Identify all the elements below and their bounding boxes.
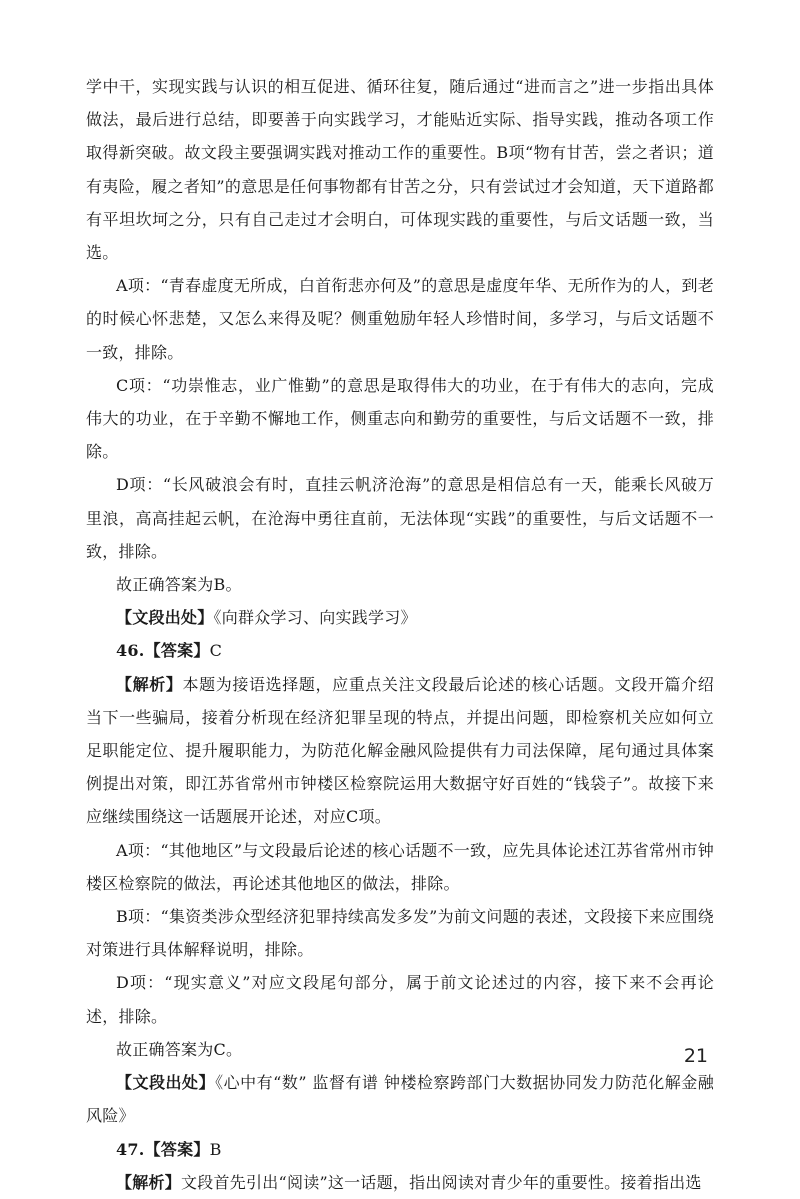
- analysis-text: 本题为接语选择题，应重点关注文段最后论述的核心话题。文段开篇介绍当下一些骗局，接着分析现在经济犯罪呈现的特点，并提出问题，即检察机关应如何立足职能定位、提升履职能力，为防范化解金融风险提供有力司法保障，尾句通过具体案例提出对策，即江苏省常州市钟楼区检察院运用大数据守好百姓的“钱袋子”。故接下来应继续围绕这一话题展开论述，对应C项。: [86, 674, 714, 827]
- paragraph-option-c: [86, 369, 714, 469]
- paragraph-text: C项：“功崇惟志，业广惟勤”的意思是取得伟大的功业，在于有伟大的志向，完成伟大的功业，在于辛勤不懈地工作，侧重志向和勤劳的重要性，与后文话题不一致，排除。: [86, 375, 714, 462]
- paragraph-text: 学中干，实现实践与认识的相互促进、循环往复，随后通过“进而言之”进一步指出具体做法，最后进行总结，即要善于向实践学习，才能贴近实际、指导实践，推动各项工作取得新突破。故文段主要强调实践对推动工作的重要性。B项“物有甘苦，尝之者识；道有夷险，履之者知”的意思是任何事物都有甘苦之分，只有尝试过才会知道，天下道路都有平坦坎坷之分，只有自己走过才会明白，可体现实践的重要性，与后文话题一致，当选。: [86, 77, 714, 263]
- paragraph-text: 故正确答案为C。: [116, 1039, 243, 1059]
- answer-label: 47.【答案】: [116, 1139, 210, 1159]
- source-label: 【文段出处】: [116, 608, 214, 628]
- paragraph-text: 故正确答案为B。: [116, 575, 242, 595]
- page-content: [86, 70, 714, 1199]
- paragraph-text: D项：“现实意义”对应文段尾句部分，属于前文论述过的内容，接下来不会再论述，排除。: [86, 973, 714, 1026]
- paragraph-analysis-46: [86, 668, 714, 834]
- page-number: 21: [683, 1045, 708, 1067]
- paragraph-option-a: [86, 269, 714, 369]
- paragraph-source: [86, 1066, 714, 1132]
- paragraph-option-a: [86, 834, 714, 900]
- paragraph-analysis-47: [86, 1166, 714, 1199]
- paragraph-option-d: [86, 966, 714, 1032]
- analysis-label: 【解析】: [116, 674, 183, 694]
- paragraph-text: D项：“长风破浪会有时，直挂云帆济沧海”的意思是相信总有一天，能乘长风破万里浪，高高挂起云帆，在沧海中勇往直前，无法体现“实践”的重要性，与后文话题不一致，排除。: [86, 475, 714, 561]
- paragraph-text: A项：“其他地区”与文段最后论述的核心话题不一致，应先具体论述江苏省常州市钟楼区检察院的做法，再论述其他地区的做法，排除。: [86, 840, 714, 893]
- paragraph-text: A项：“青春虚度无所成，白首衔悲亦何及”的意思是虚度年华、无所作为的人，到老的时候心怀悲楚，又怎么来得及呢？侧重勉励年轻人珍惜时间，多学习，与后文话题不一致，排除。: [86, 276, 714, 362]
- answer-value: B: [209, 1139, 222, 1159]
- paragraph-conclusion: [86, 568, 714, 601]
- paragraph-text: B项：“集资类涉众型经济犯罪持续高发多发”为前文问题的表述，文段接下来应围绕对策进行具体解释说明，排除。: [86, 907, 714, 960]
- answer-label: 46.【答案】: [116, 641, 210, 661]
- paragraph-option-b: [86, 900, 714, 966]
- analysis-label: 【解析】: [116, 1172, 182, 1192]
- source-text: 《心中有“数” 监督有谱 钟楼检察跨部门大数据协同发力防范化解金融风险》: [86, 1073, 714, 1126]
- paragraph-answer-47: [86, 1133, 714, 1166]
- analysis-text: 文段首先引出“阅读”这一话题，指出阅读对青少年的重要性。接着指出选: [181, 1172, 702, 1192]
- paragraph-continuation: [86, 70, 714, 269]
- paragraph-source: [86, 601, 714, 634]
- source-label: 【文段出处】: [116, 1073, 216, 1093]
- paragraph-option-d: [86, 468, 714, 568]
- paragraph-conclusion: [86, 1033, 714, 1066]
- answer-value: C: [209, 641, 223, 661]
- paragraph-answer-46: [86, 634, 714, 667]
- source-text: 《向群众学习、向实践学习》: [213, 608, 417, 628]
